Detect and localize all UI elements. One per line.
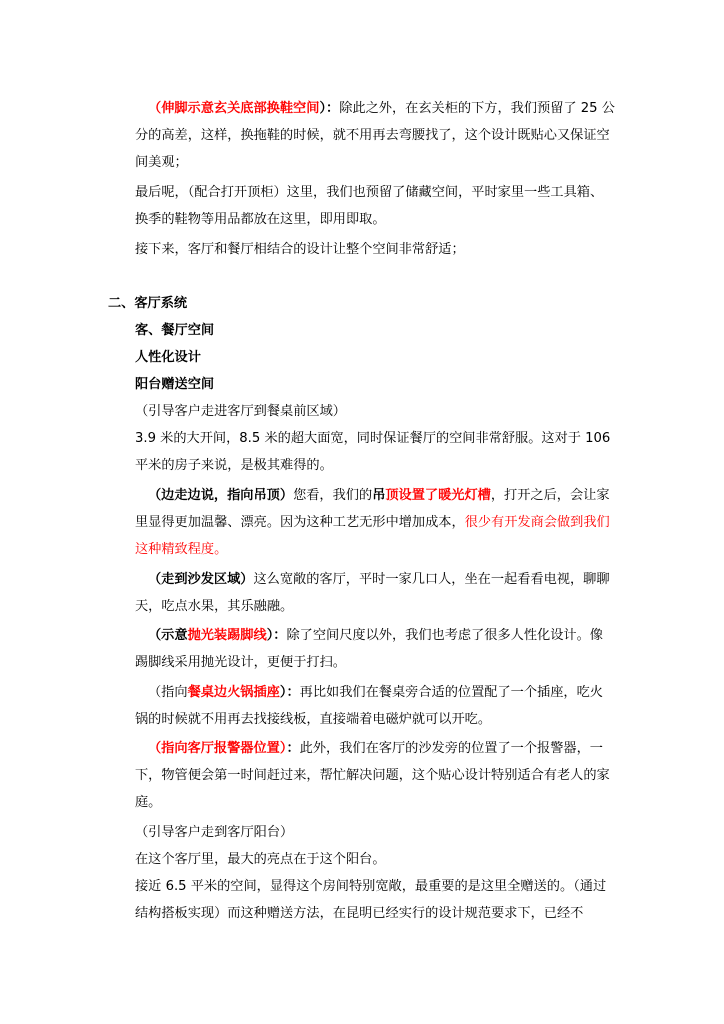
bold-text: 吊 [372,488,386,503]
red-text: 很少有开发商会做到我们这种精致程度。 [135,515,610,557]
paragraph-shoe-space [135,95,615,176]
red-bold-text: 餐桌边火锅插座 [187,685,280,700]
body-text: 再比如我们在餐桌旁合适的位置配了一个插座，吃火锅的时候就不用再去找接线板，直接端着电磁炉就可以开吃。 [135,685,603,727]
red-bold-text: 伸脚示意玄关底部换鞋空间 [161,101,320,116]
body-text: 除此之外，在玄关柜的下方，我们预留了 25 公分的高差，这样，换拖鞋的时候，就不用再去弯腰找了，这个设计既贴心又保证空间美观； [135,101,615,170]
guide-instruction: （引导客户走进客厅到餐桌前区域） [135,404,346,419]
body-text: ，打开之后，会让家里显得更加温馨、漂亮。因为这种工艺无形中增加成本， [135,488,610,530]
bold-text: （边走边说，指向吊顶） [148,488,294,503]
paragraph-socket [135,679,615,733]
paragraph-ceiling [135,482,615,563]
paragraph-open-space: 3.9 米的大开间，8.5 米的超大面宽，同时保证餐厅的空间非常舒服。这对于 106 平米的房子来说，是极其难得的。 [135,431,611,473]
paragraph-sofa [135,566,615,620]
body-text: 这么宽敞的客厅，平时一家几口人，坐在一起看看电视，聊聊天，吃点水果，其乐融融。 [135,572,610,614]
subheading-dining: 客、餐厅空间 [135,323,215,338]
red-bold-text: 抛光装踢脚线 [187,628,267,643]
paragraph-baseboard [135,622,615,676]
paragraph-alarm [135,735,615,816]
bold-text: ）： [279,685,300,700]
red-bold-text: （ [148,101,162,116]
paragraph-storage: 最后呢，（配合打开顶柜）这里，我们也预留了储藏空间，平时家里一些工具箱、换季的鞋物等用品都放在这里，即用即取。 [135,185,604,227]
body-text: （指向 [148,685,188,700]
bold-text: ： [286,741,300,756]
subheading-balcony: 阳台赠送空间 [135,377,215,392]
red-bold-text: （指向客厅报警器位置） [148,741,287,756]
paragraph-balcony-highlight: 在这个客厅里，最大的亮点在于这个阳台。 [135,852,386,867]
paragraph-balcony-area: 接近 6.5 平米的空间，显得这个房间特别宽敞，最重要的是这里全赠送的。（通过结构搭板实现）而这种赠送方法，在昆明已经实行的设计规范要求下，已经不 [135,879,607,921]
bold-text: ）： [266,628,287,643]
body-text: 此外，我们在客厅的沙发旁的位置了一个报警器，一下，物管便会第一时间赶过来，帮忙解决问题，这个贴心设计特别适合有老人的家庭。 [135,741,610,810]
paragraph-transition: 接下来，客厅和餐厅相结合的设计让整个空间非常舒适； [135,242,465,257]
red-bold-text: 顶设置了暖光灯槽 [385,488,491,503]
guide-instruction: （引导客户走到客厅阳台） [135,825,294,840]
body-text: 您看，我们的 [293,488,373,503]
bold-text: （示意 [148,628,188,643]
subheading-humanized: 人性化设计 [135,350,201,365]
bold-text: ）： [319,101,340,116]
section-heading: 二、客厅系统 [108,296,188,311]
bold-text: （走到沙发区域） [148,572,254,587]
body-text: 除了空间尺度以外，我们也考虑了很多人性化设计。像踢脚线采用抛光设计，更便于打扫。 [135,628,603,670]
